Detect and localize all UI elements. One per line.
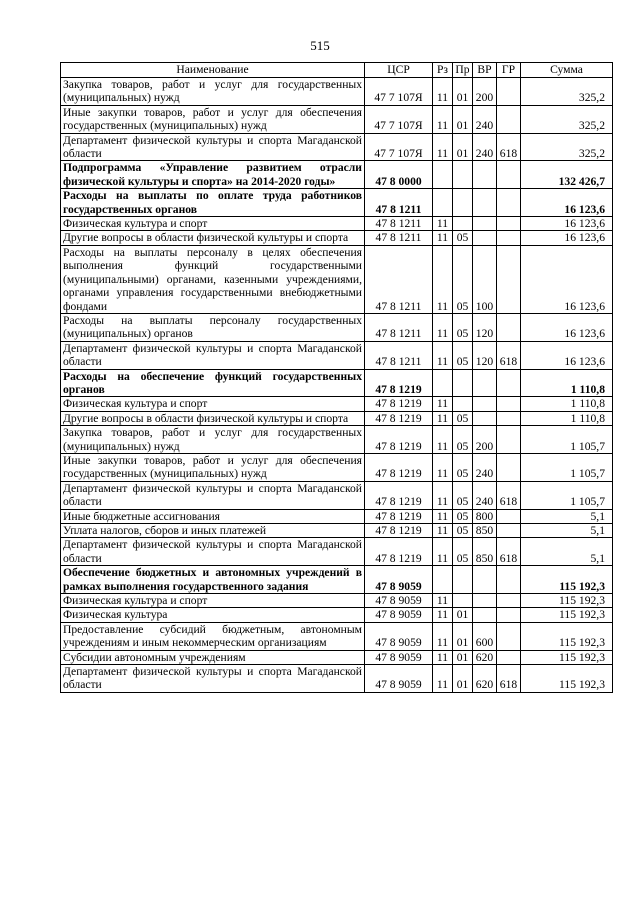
cell-sum: 16 123,6 — [521, 341, 613, 369]
cell-gr — [497, 411, 521, 425]
cell-vr — [473, 566, 497, 594]
cell-name: Закупка товаров, работ и услуг для государственных (муниципальных) нужд — [61, 426, 365, 454]
cell-rz: 11 — [433, 650, 453, 664]
table-header-row — [61, 63, 613, 78]
cell-vr: 850 — [473, 538, 497, 566]
cell-gr: 618 — [497, 133, 521, 161]
cell-rz: 11 — [433, 341, 453, 369]
cell-csr: 47 8 1219 — [365, 524, 433, 538]
cell-csr: 47 8 1219 — [365, 453, 433, 481]
cell-sum: 5,1 — [521, 524, 613, 538]
cell-vr — [473, 231, 497, 245]
cell-pr: 05 — [453, 231, 473, 245]
cell-rz: 11 — [433, 231, 453, 245]
cell-name: Департамент физической культуры и спорта Магаданской области — [61, 665, 365, 693]
cell-csr: 47 8 9059 — [365, 594, 433, 608]
cell-vr: 200 — [473, 78, 497, 106]
cell-gr — [497, 217, 521, 231]
cell-vr: 240 — [473, 105, 497, 133]
table-row — [61, 105, 613, 133]
table-row — [61, 665, 613, 693]
cell-gr — [497, 161, 521, 189]
table-row — [61, 453, 613, 481]
cell-csr: 47 8 9059 — [365, 650, 433, 664]
cell-name: Расходы на выплаты по оплате труда работников государственных органов — [61, 189, 365, 217]
cell-vr — [473, 217, 497, 231]
cell-rz — [433, 161, 453, 189]
cell-pr: 05 — [453, 509, 473, 523]
cell-name: Уплата налогов, сборов и иных платежей — [61, 524, 365, 538]
cell-name: Иные закупки товаров, работ и услуг для обеспечения государственных (муниципальных) нужд — [61, 453, 365, 481]
cell-pr: 05 — [453, 524, 473, 538]
cell-pr: 01 — [453, 78, 473, 106]
cell-name: Физическая культура и спорт — [61, 397, 365, 411]
cell-rz: 11 — [433, 426, 453, 454]
cell-rz: 11 — [433, 397, 453, 411]
cell-sum: 1 110,8 — [521, 369, 613, 397]
page-number: 515 — [310, 38, 330, 53]
cell-pr: 05 — [453, 245, 473, 313]
cell-csr: 47 8 1211 — [365, 245, 433, 313]
table-row — [61, 231, 613, 245]
cell-gr: 618 — [497, 538, 521, 566]
cell-pr — [453, 369, 473, 397]
table-row — [61, 161, 613, 189]
cell-gr — [497, 650, 521, 664]
cell-name: Другие вопросы в области физической культуры и спорта — [61, 231, 365, 245]
cell-gr — [497, 594, 521, 608]
table-row — [61, 509, 613, 523]
cell-gr — [497, 453, 521, 481]
cell-gr — [497, 369, 521, 397]
cell-pr — [453, 566, 473, 594]
cell-csr: 47 8 0000 — [365, 161, 433, 189]
cell-gr: 618 — [497, 341, 521, 369]
cell-gr — [497, 105, 521, 133]
cell-vr — [473, 369, 497, 397]
cell-vr: 620 — [473, 650, 497, 664]
cell-name: Закупка товаров, работ и услуг для государственных (муниципальных) нужд — [61, 78, 365, 106]
cell-rz: 11 — [433, 78, 453, 106]
table-row — [61, 341, 613, 369]
cell-name: Другие вопросы в области физической культуры и спорта — [61, 411, 365, 425]
cell-gr — [497, 397, 521, 411]
cell-rz: 11 — [433, 538, 453, 566]
cell-pr: 05 — [453, 411, 473, 425]
header-rz: Рз — [433, 63, 453, 78]
cell-name: Расходы на выплаты персоналу государственных (муниципальных) органов — [61, 313, 365, 341]
cell-gr — [497, 566, 521, 594]
cell-csr: 47 8 9059 — [365, 665, 433, 693]
cell-csr: 47 7 107Я — [365, 78, 433, 106]
cell-gr — [497, 622, 521, 650]
cell-gr — [497, 313, 521, 341]
header-csr: ЦСР — [365, 63, 433, 78]
cell-vr: 600 — [473, 622, 497, 650]
table-row — [61, 481, 613, 509]
cell-sum: 16 123,6 — [521, 313, 613, 341]
cell-vr: 100 — [473, 245, 497, 313]
cell-sum: 16 123,6 — [521, 231, 613, 245]
cell-rz: 11 — [433, 524, 453, 538]
cell-csr: 47 7 107Я — [365, 105, 433, 133]
cell-pr — [453, 594, 473, 608]
cell-pr: 01 — [453, 622, 473, 650]
cell-sum: 115 192,3 — [521, 594, 613, 608]
table-row — [61, 594, 613, 608]
cell-sum: 1 105,7 — [521, 453, 613, 481]
table-row — [61, 650, 613, 664]
cell-sum: 16 123,6 — [521, 217, 613, 231]
cell-gr — [497, 426, 521, 454]
cell-name: Физическая культура и спорт — [61, 594, 365, 608]
table-row — [61, 566, 613, 594]
table-row — [61, 622, 613, 650]
cell-csr: 47 7 107Я — [365, 133, 433, 161]
cell-rz: 11 — [433, 245, 453, 313]
cell-name: Расходы на выплаты персоналу в целях обеспечения выполнения функций государственными (муниципальными) органами, казенными учреждениями, органами управления государственными внебюджетными фондами — [61, 245, 365, 313]
cell-vr — [473, 397, 497, 411]
cell-pr — [453, 189, 473, 217]
cell-rz: 11 — [433, 622, 453, 650]
cell-gr — [497, 524, 521, 538]
table-row — [61, 78, 613, 106]
cell-rz: 11 — [433, 453, 453, 481]
cell-vr — [473, 161, 497, 189]
cell-sum: 5,1 — [521, 509, 613, 523]
cell-csr: 47 8 1219 — [365, 426, 433, 454]
cell-gr — [497, 608, 521, 622]
header-gr: ГР — [497, 63, 521, 78]
cell-sum: 5,1 — [521, 538, 613, 566]
cell-vr: 200 — [473, 426, 497, 454]
table-row — [61, 133, 613, 161]
cell-csr: 47 8 1211 — [365, 217, 433, 231]
cell-sum: 325,2 — [521, 133, 613, 161]
cell-sum: 115 192,3 — [521, 622, 613, 650]
cell-rz: 11 — [433, 594, 453, 608]
cell-rz: 11 — [433, 481, 453, 509]
table-row — [61, 397, 613, 411]
cell-sum: 115 192,3 — [521, 608, 613, 622]
cell-gr: 618 — [497, 665, 521, 693]
cell-sum: 16 123,6 — [521, 245, 613, 313]
cell-sum: 115 192,3 — [521, 650, 613, 664]
header-pr: Пр — [453, 63, 473, 78]
cell-sum: 325,2 — [521, 78, 613, 106]
header-name: Наименование — [61, 63, 365, 78]
cell-pr: 01 — [453, 133, 473, 161]
table-row — [61, 313, 613, 341]
table-row — [61, 411, 613, 425]
cell-name: Департамент физической культуры и спорта Магаданской области — [61, 133, 365, 161]
cell-vr: 120 — [473, 313, 497, 341]
cell-name: Обеспечение бюджетных и автономных учреждений в рамках выполнения государственного задания — [61, 566, 365, 594]
cell-csr: 47 8 1219 — [365, 538, 433, 566]
cell-csr: 47 8 1219 — [365, 411, 433, 425]
cell-rz: 11 — [433, 105, 453, 133]
cell-rz: 11 — [433, 217, 453, 231]
cell-gr — [497, 189, 521, 217]
cell-pr: 01 — [453, 105, 473, 133]
cell-csr: 47 8 1219 — [365, 397, 433, 411]
cell-name: Расходы на обеспечение функций государственных органов — [61, 369, 365, 397]
cell-pr — [453, 397, 473, 411]
cell-vr — [473, 411, 497, 425]
cell-gr — [497, 231, 521, 245]
table-row — [61, 245, 613, 313]
cell-gr — [497, 509, 521, 523]
cell-name: Иные закупки товаров, работ и услуг для обеспечения государственных (муниципальных) нужд — [61, 105, 365, 133]
cell-csr: 47 8 1219 — [365, 509, 433, 523]
header-vr: ВР — [473, 63, 497, 78]
cell-name: Департамент физической культуры и спорта Магаданской области — [61, 538, 365, 566]
table-row — [61, 217, 613, 231]
cell-rz: 11 — [433, 608, 453, 622]
cell-gr — [497, 245, 521, 313]
cell-vr: 240 — [473, 481, 497, 509]
cell-vr: 240 — [473, 453, 497, 481]
cell-sum: 1 110,8 — [521, 397, 613, 411]
cell-sum: 115 192,3 — [521, 665, 613, 693]
table-row — [61, 189, 613, 217]
cell-gr — [497, 78, 521, 106]
cell-rz — [433, 189, 453, 217]
cell-rz: 11 — [433, 133, 453, 161]
header-sum: Сумма — [521, 63, 613, 78]
cell-sum: 115 192,3 — [521, 566, 613, 594]
cell-pr — [453, 217, 473, 231]
cell-csr: 47 8 9059 — [365, 622, 433, 650]
cell-rz: 11 — [433, 665, 453, 693]
cell-rz: 11 — [433, 509, 453, 523]
cell-name: Физическая культура и спорт — [61, 217, 365, 231]
cell-csr: 47 8 9059 — [365, 566, 433, 594]
table-row — [61, 608, 613, 622]
cell-vr — [473, 608, 497, 622]
cell-vr — [473, 594, 497, 608]
cell-rz: 11 — [433, 313, 453, 341]
cell-csr: 47 8 1211 — [365, 231, 433, 245]
cell-pr: 05 — [453, 453, 473, 481]
cell-vr — [473, 189, 497, 217]
cell-csr: 47 8 1219 — [365, 369, 433, 397]
cell-csr: 47 8 9059 — [365, 608, 433, 622]
cell-sum: 16 123,6 — [521, 189, 613, 217]
cell-name: Субсидии автономным учреждениям — [61, 650, 365, 664]
table-row — [61, 369, 613, 397]
cell-sum: 1 105,7 — [521, 481, 613, 509]
cell-name: Департамент физической культуры и спорта Магаданской области — [61, 481, 365, 509]
cell-pr: 05 — [453, 538, 473, 566]
cell-pr: 05 — [453, 313, 473, 341]
cell-name: Предоставление субсидий бюджетным, автономным учреждениям и иным некоммерческим организациям — [61, 622, 365, 650]
budget-table — [60, 62, 613, 693]
cell-pr — [453, 161, 473, 189]
table-row — [61, 426, 613, 454]
cell-name: Иные бюджетные ассигнования — [61, 509, 365, 523]
cell-pr: 05 — [453, 341, 473, 369]
cell-name: Департамент физической культуры и спорта Магаданской области — [61, 341, 365, 369]
cell-sum: 325,2 — [521, 105, 613, 133]
cell-rz — [433, 566, 453, 594]
cell-pr: 01 — [453, 650, 473, 664]
cell-csr: 47 8 1211 — [365, 313, 433, 341]
cell-csr: 47 8 1211 — [365, 341, 433, 369]
cell-sum: 1 110,8 — [521, 411, 613, 425]
cell-name: Подпрограмма «Управление развитием отрасли физической культуры и спорта» на 2014-2020 годы» — [61, 161, 365, 189]
cell-vr: 620 — [473, 665, 497, 693]
cell-vr: 850 — [473, 524, 497, 538]
cell-vr: 800 — [473, 509, 497, 523]
cell-pr: 01 — [453, 665, 473, 693]
cell-sum: 1 105,7 — [521, 426, 613, 454]
table-body — [61, 78, 613, 693]
cell-sum: 132 426,7 — [521, 161, 613, 189]
cell-pr: 01 — [453, 608, 473, 622]
cell-name: Физическая культура — [61, 608, 365, 622]
cell-pr: 05 — [453, 481, 473, 509]
cell-gr: 618 — [497, 481, 521, 509]
cell-vr: 120 — [473, 341, 497, 369]
cell-vr: 240 — [473, 133, 497, 161]
table-row — [61, 538, 613, 566]
cell-pr: 05 — [453, 426, 473, 454]
cell-csr: 47 8 1219 — [365, 481, 433, 509]
table-row — [61, 524, 613, 538]
cell-rz: 11 — [433, 411, 453, 425]
cell-rz — [433, 369, 453, 397]
cell-csr: 47 8 1211 — [365, 189, 433, 217]
